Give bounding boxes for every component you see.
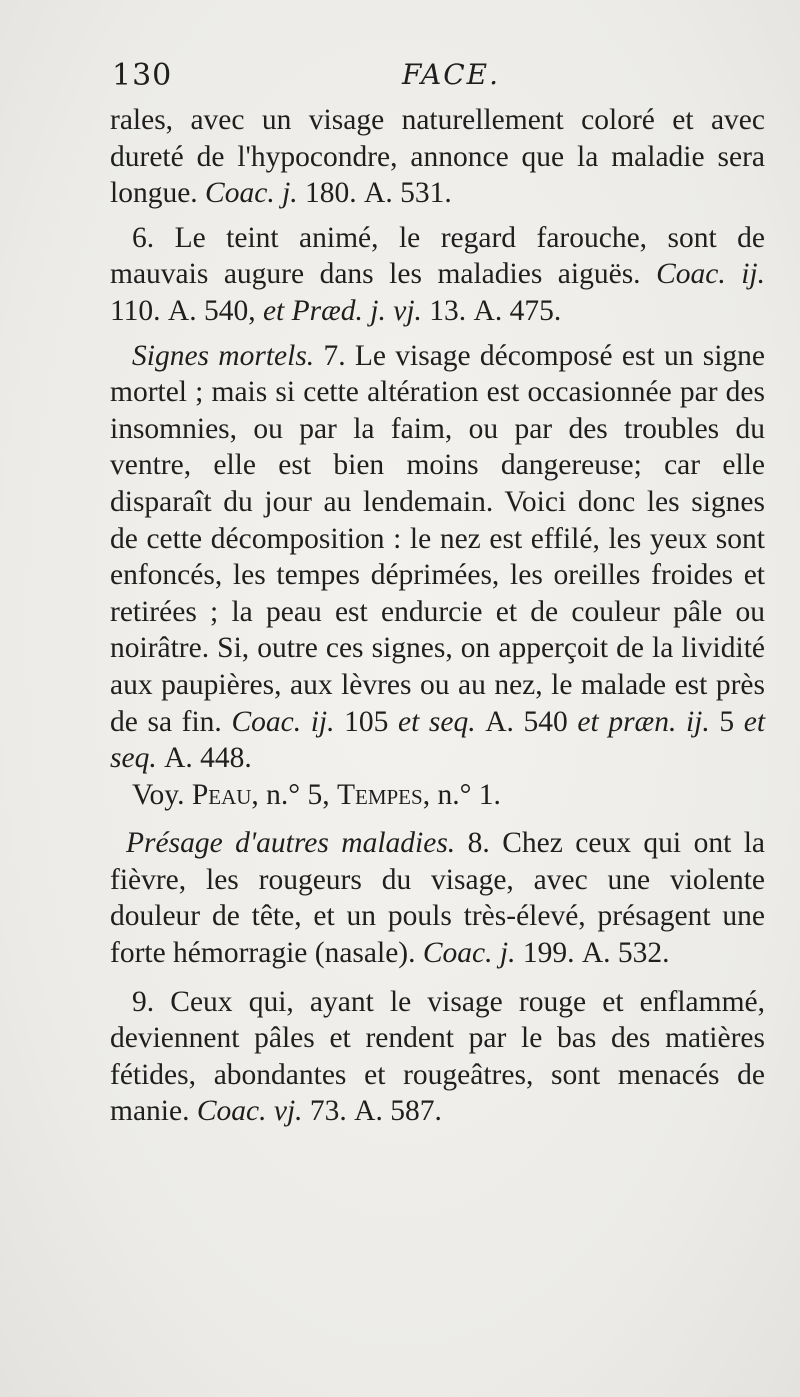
text-run: 587. [382, 1095, 442, 1128]
small-caps-text: A. [581, 937, 611, 970]
italic-text: et seq. [110, 705, 766, 775]
small-caps-text: Tempes [336, 778, 423, 811]
text-run: rales, avec un visage naturellement coloré et avec dureté de l'hypocondre, annonce que la maladie sera longue. [110, 104, 765, 210]
text-run: , n.° 1. [422, 778, 501, 811]
paragraph-continuation [110, 102, 765, 212]
small-caps-text: A. [473, 294, 503, 327]
running-head [112, 58, 712, 98]
italic-text: Signes mortels. [132, 339, 315, 372]
italic-text: Coac. j. [422, 937, 516, 970]
text-run: 540, [196, 294, 263, 327]
italic-text: et seq. [397, 705, 476, 738]
italic-text: Coac. j. [205, 177, 298, 210]
paragraph-voy-reference [110, 777, 765, 814]
text-run: 5 [709, 705, 744, 738]
text-run: 532. [610, 937, 670, 970]
text-run: 7. Le visage décomposé est un signe mortel ; mais si cette altération est occasionnée par des insomnies, ou par la faim, ou par des troubles du ventre, elle est bien moins dangereuse; car elle disparaît du jour au lendemain. Voici donc les signes de cette décomposition : le nez est effilé, les yeux sont enfoncés, les tempes déprimées, les oreilles froides et retirées ; la peau est endurcie et de couleur pâle ou noirâtre. Si, outre ces signes, on apperçoit de la lividité aux paupières, aux lèvres ou au nez, le malade est près de sa fin. [110, 339, 765, 738]
italic-text: Coac. vj. [196, 1095, 303, 1128]
italic-text: et præn. ij. [577, 705, 710, 738]
text-run: 531. [392, 177, 452, 210]
text-run: 6. Le teint animé, le regard farouche, sont de mauvais augure dans les maladies aiguës. [110, 221, 765, 291]
text-run: 448. [192, 742, 252, 775]
text-run: 13. [421, 294, 474, 327]
text-run: , n.° 5, [251, 778, 337, 811]
text-run: 475. [502, 294, 562, 327]
text-run: 110. [110, 294, 168, 327]
text-run: 105 [334, 705, 398, 738]
italic-text: Présage d'autres maladies. [126, 827, 456, 860]
italic-text: Coac. ij. [656, 258, 765, 291]
running-title: FACE. [402, 58, 500, 91]
small-caps-text: A. [167, 294, 197, 327]
text-run: 199. [515, 937, 582, 970]
small-caps-text: A. [485, 705, 514, 738]
italic-text: et Præd. j. vj. [262, 294, 422, 327]
text-run: 540 [513, 705, 578, 738]
italic-text: Coac. ij. [231, 705, 335, 738]
paragraph-presage [110, 825, 765, 971]
page-number: 130 [112, 58, 173, 93]
text-run: 73. [302, 1095, 355, 1128]
text-run: 8. Chez ceux qui ont la fièvre, les rougeurs du visage, avec une violente douleur de tête, et un pouls très-élevé, présagent une forte hémorragie (nasale). [110, 827, 766, 970]
small-caps-text: A. [364, 177, 393, 210]
text-run: Voy. [132, 778, 192, 811]
small-caps-text: A. [164, 742, 193, 775]
small-caps-text: A. [354, 1095, 383, 1128]
paragraph-signes-mortels [110, 338, 765, 777]
body-text [110, 102, 765, 1130]
text-run: 180. [297, 177, 365, 210]
text-run: 9. Ceux qui, ayant le visage rouge et enflammé, deviennent pâles et rendent par le bas des matières fétides, abondantes et rougeâtres, sont menacés de manie. [110, 985, 765, 1128]
text-run [157, 742, 164, 774]
small-caps-text: Peau [191, 778, 252, 811]
text-run [476, 706, 486, 738]
paragraph-9 [110, 984, 765, 1130]
paragraph-6 [110, 220, 765, 330]
